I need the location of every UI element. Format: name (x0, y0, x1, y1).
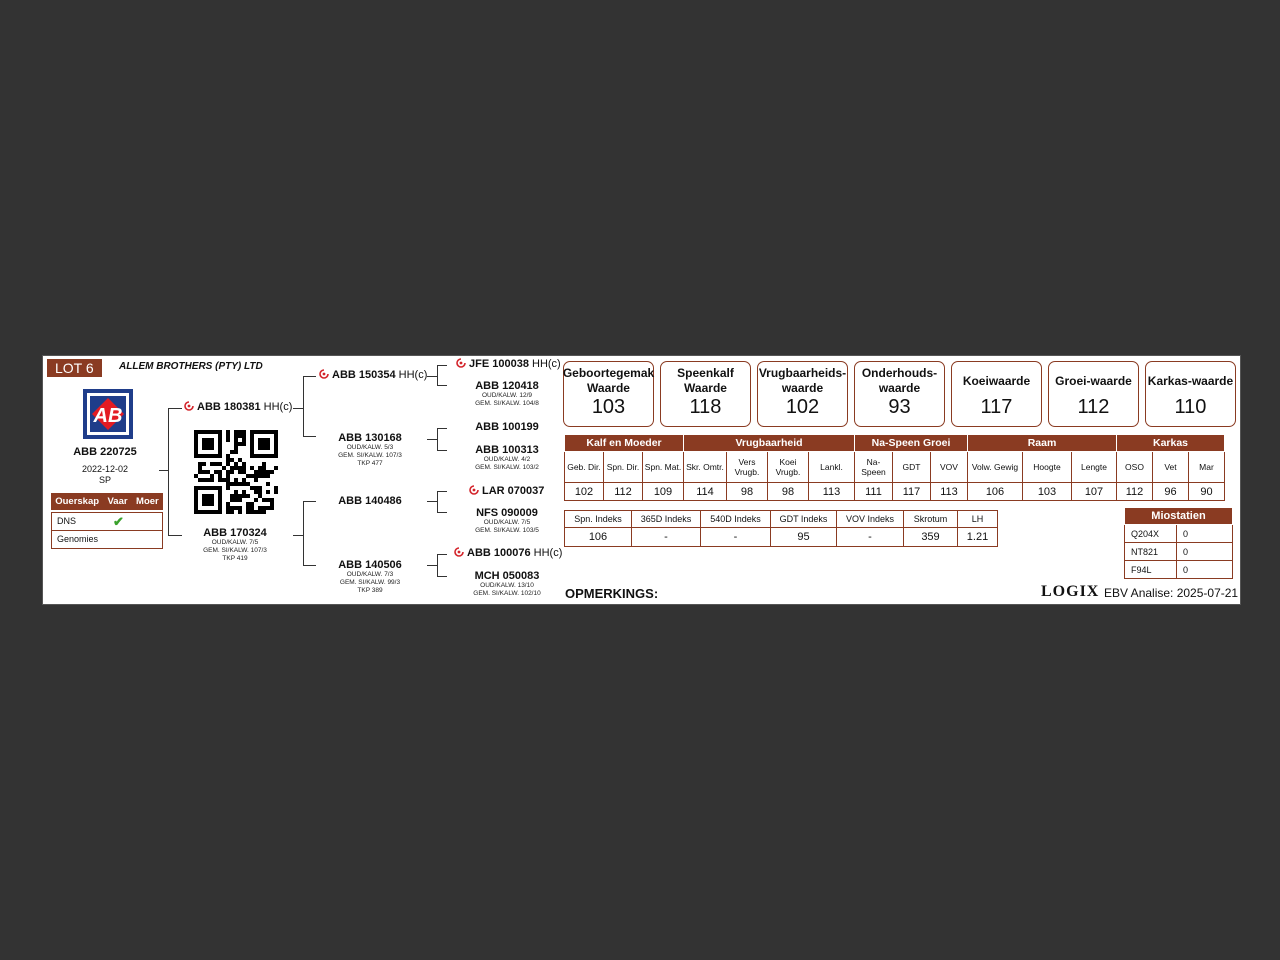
trait-value: 114 (684, 483, 727, 501)
trait-value: 107 (1072, 483, 1117, 501)
ownership-header-parentage: Ouerskap (55, 496, 100, 507)
index-value: - (701, 528, 771, 547)
ownership-header-dam: Moer (136, 496, 159, 507)
trait-value: 117 (893, 483, 931, 501)
index-value: 106 (565, 528, 632, 547)
trait-value: 106 (968, 483, 1023, 501)
breeder-logo (83, 389, 133, 439)
ownership-row-label: DNS (57, 516, 77, 526)
ownership-header (51, 493, 163, 510)
pedigree-dam: ABB 170324 OUD/KALW. 7/5 GEM. SI/KALW. 107/3 TKP 419 (203, 527, 267, 562)
ownership-header-sire: Vaar (107, 496, 128, 507)
ebv-card-calving-ease: Geboortegemak Waarde 103 (563, 361, 654, 427)
ebv-card-maintenance: Onderhouds-waarde 93 (854, 361, 945, 427)
pedigree-sdd: ABB 100313 OUD/KALW. 4/2 GEM. SI/KALW. 103/2 (475, 444, 539, 471)
ownership-panel (51, 493, 163, 549)
trait-value: 90 (1189, 483, 1225, 501)
trait-value: 102 (565, 483, 604, 501)
trait-group-carcass: Karkas (1117, 435, 1225, 452)
pedigree-sds: ABB 100199 (475, 421, 539, 433)
trait-group-calf-dam: Kalf en Moeder (565, 435, 684, 452)
trait-label: Lengte (1072, 452, 1117, 483)
trait-value: 98 (727, 483, 768, 501)
trait-label: Volw. Gewig (968, 452, 1023, 483)
pedigree-dam-sire: ABB 140486 (338, 495, 402, 507)
pedigree-sire: ABB 180381 HH(c) (184, 401, 292, 413)
trait-value: 96 (1153, 483, 1189, 501)
miostatin-name: F94L (1125, 561, 1177, 579)
trait-label: Mar (1189, 452, 1225, 483)
index-value: - (837, 528, 904, 547)
trait-label: Spn. Dir. (604, 452, 643, 483)
index-value: 359 (904, 528, 958, 547)
pedigree-ddd: MCH 050083 OUD/KALW. 13/10 GEM. SI/KALW. 102/10 (473, 570, 541, 597)
breeder-name: ALLEM BROTHERS (PTY) LTD (119, 361, 263, 372)
check-icon: ✔ (113, 514, 124, 529)
horned-symbol-icon (184, 401, 194, 411)
ownership-row-label: Genomies (57, 534, 99, 544)
trait-group-frame: Raam (968, 435, 1117, 452)
trait-value: 113 (931, 483, 968, 501)
trait-label: Na-Speen (855, 452, 893, 483)
ebv-card-growth: Groei-waarde 112 (1048, 361, 1139, 427)
sex: SP (98, 475, 111, 485)
trait-label: Vers Vrugb. (727, 452, 768, 483)
index-table (564, 510, 998, 547)
ownership-row-genomics (52, 530, 162, 548)
trait-value: 98 (768, 483, 809, 501)
trait-label: Lankl. (809, 452, 855, 483)
trait-label: Hoogte (1023, 452, 1072, 483)
pedigree-dam-dam: ABB 140506 OUD/KALW. 7/3 GEM. SI/KALW. 99/3 TKP 389 (338, 559, 402, 594)
ebv-card-cow: Koeiwaarde 117 (951, 361, 1042, 427)
trait-label: Spn. Mat. (643, 452, 684, 483)
sale-card (42, 355, 1241, 605)
trait-label: Koei Vrugb. (768, 452, 809, 483)
trait-table (564, 434, 1225, 501)
index-value: 95 (771, 528, 837, 547)
trait-group-post-wean: Na-Speen Groei (855, 435, 968, 452)
trait-label: Vet (1153, 452, 1189, 483)
ebv-card-fertility: Vrugbaarheids-waarde 102 (757, 361, 848, 427)
horned-symbol-icon (469, 485, 479, 495)
horned-symbol-icon (454, 547, 464, 557)
miostatin-name: Q204X (1125, 525, 1177, 543)
miostatin-value: 0 (1177, 525, 1233, 543)
trait-group-fertility: Vrugbaarheid (684, 435, 855, 452)
ebv-analysis-date: EBV Analise: 2025-07-21 (1104, 586, 1239, 600)
index-value: 1.21 (958, 528, 998, 547)
qr-code (194, 430, 278, 514)
trait-value: 109 (643, 483, 684, 501)
horned-symbol-icon (456, 358, 466, 368)
remarks-label: OPMERKINGS: (565, 586, 659, 601)
miostatin-value: 0 (1177, 561, 1233, 579)
pedigree-dds: ABB 100076 HH(c) (454, 547, 562, 559)
index-label: GDT Indeks (771, 511, 837, 528)
pedigree-dss: LAR 070037 (469, 485, 544, 497)
horned-symbol-icon (319, 369, 329, 379)
ebv-card-weaner: Speenkalf Waarde 118 (660, 361, 751, 427)
index-label: VOV Indeks (837, 511, 904, 528)
ebv-card-carcass: Karkas-waarde 110 (1145, 361, 1236, 427)
trait-label: Skr. Omtr. (684, 452, 727, 483)
miostatin-title: Miostatien (1125, 508, 1233, 525)
trait-value: 103 (1023, 483, 1072, 501)
trait-value: 113 (809, 483, 855, 501)
trait-value: 111 (855, 483, 893, 501)
miostatin-value: 0 (1177, 543, 1233, 561)
pedigree-ssd: ABB 120418 OUD/KALW. 12/9 GEM. SI/KALW. 104/8 (475, 380, 539, 407)
pedigree-sss: JFE 100038 HH(c) (456, 358, 561, 370)
trait-value: 112 (604, 483, 643, 501)
index-label: Spn. Indeks (565, 511, 632, 528)
index-label: Skrotum (904, 511, 958, 528)
trait-label: OSO (1117, 452, 1153, 483)
trait-value: 112 (1117, 483, 1153, 501)
trait-label: GDT (893, 452, 931, 483)
animal-id: ABB 220725 (73, 446, 137, 458)
index-value: - (632, 528, 701, 547)
ownership-row-dns (52, 513, 162, 530)
pedigree-sire-dam: ABB 130168 OUD/KALW. 5/3 GEM. SI/KALW. 107/3 TKP 477 (338, 432, 402, 467)
pedigree-sire-sire: ABB 150354 HH(c) (319, 369, 427, 381)
pedigree-dsd: NFS 090009 OUD/KALW. 7/5 GEM. SI/KALW. 103/5 (475, 507, 539, 534)
miostatin-table (1124, 507, 1233, 579)
index-label: 540D Indeks (701, 511, 771, 528)
miostatin-name: NT821 (1125, 543, 1177, 561)
trait-label: VOV (931, 452, 968, 483)
lot-badge: LOT 6 (47, 359, 102, 377)
birth-date: 2022-12-02 (81, 464, 129, 474)
logo-text: AB (93, 405, 123, 427)
index-label: 365D Indeks (632, 511, 701, 528)
logix-logo: LOGIX (1041, 583, 1100, 600)
trait-label: Geb. Dir. (565, 452, 604, 483)
index-label: LH (958, 511, 998, 528)
